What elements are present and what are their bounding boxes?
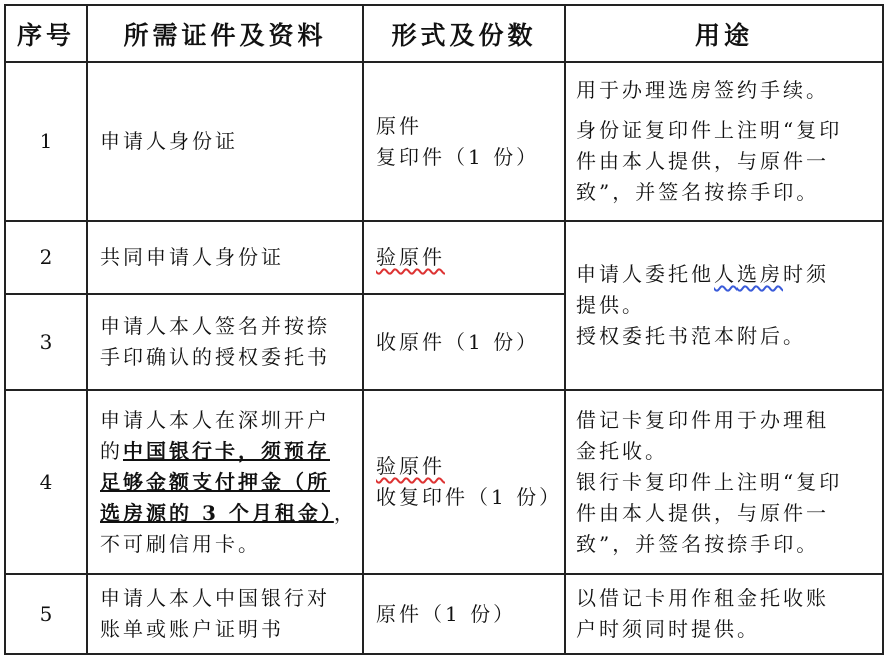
use-cell: 借记卡复印件用于办理租 金托收。 银行卡复印件上注明“复印 件由本人提供，与原件一 致”，并签名按捺手印。 bbox=[565, 390, 883, 574]
row-number: 4 bbox=[5, 390, 87, 574]
row-number: 5 bbox=[5, 574, 87, 654]
row-number: 3 bbox=[5, 294, 87, 390]
material-cell: 申请人身份证 bbox=[87, 62, 363, 221]
spellcheck-underlined-text: 验原件 bbox=[376, 245, 445, 269]
row-number: 2 bbox=[5, 221, 87, 294]
header-material: 所需证件及资料 bbox=[87, 5, 363, 62]
form-cell: 收原件（1 份） bbox=[363, 294, 565, 390]
use-cell: 用于办理选房签约手续。 身份证复印件上注明“复印 件由本人提供，与原件一 致”，并签名按捺手印。 bbox=[565, 62, 883, 221]
header-use: 用途 bbox=[565, 5, 883, 62]
table-row bbox=[5, 221, 883, 294]
use-cell-merged: 申请人委托他人选房时须 提供。 授权委托书范本附后。 bbox=[565, 221, 883, 390]
table-row bbox=[5, 62, 883, 221]
form-cell: 原件 复印件（1 份） bbox=[363, 62, 565, 221]
form-cell: 验原件 收复印件（1 份） bbox=[363, 390, 565, 574]
spellcheck-underlined-text: 验原件 bbox=[376, 454, 445, 478]
header-row bbox=[5, 5, 883, 62]
header-form: 形式及份数 bbox=[363, 5, 565, 62]
form-cell bbox=[363, 221, 565, 294]
table-row bbox=[5, 390, 883, 574]
row-number: 1 bbox=[5, 62, 87, 221]
header-num: 序号 bbox=[5, 5, 87, 62]
use-cell: 以借记卡用作租金托收账 户时须同时提供。 bbox=[565, 574, 883, 654]
material-cell: 申请人本人签名并按捺 手印确认的授权委托书 bbox=[87, 294, 363, 390]
form-cell: 原件（1 份） bbox=[363, 574, 565, 654]
material-cell: 申请人本人在深圳开户 的中国银行卡，须预存 足够金额支付押金（所 选房源的 3 个月租金）， 不可刷信用卡。 bbox=[87, 390, 363, 574]
material-cell: 申请人本人中国银行对 账单或账户证明书 bbox=[87, 574, 363, 654]
materials-table bbox=[4, 4, 884, 655]
table-row bbox=[5, 574, 883, 654]
material-cell: 共同申请人身份证 bbox=[87, 221, 363, 294]
